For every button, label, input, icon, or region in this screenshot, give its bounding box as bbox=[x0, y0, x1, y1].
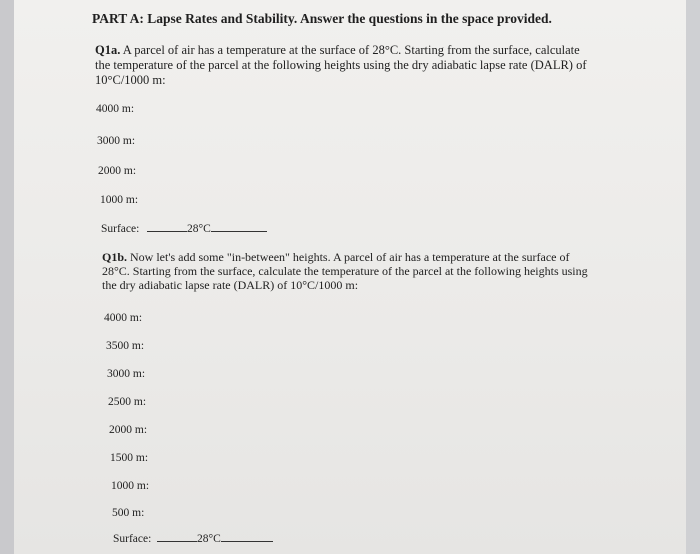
question-1b-text: Now let's add some "in-between" heights. A parcel of air has a temperature at the surface of 28°C. Starting from the surface, calculate the temperature of the parcel at the following heights using the dry adiabatic lapse rate (DALR) of 10°C/1000 m: bbox=[102, 250, 588, 292]
question-1a bbox=[95, 43, 595, 88]
q1b-surface-answer bbox=[157, 533, 273, 545]
answer-line bbox=[157, 541, 197, 542]
q1a-surface-value: 28°C bbox=[187, 223, 211, 235]
question-1b bbox=[102, 250, 592, 292]
q1b-surface-label: Surface: bbox=[113, 533, 152, 545]
question-1b-label: Q1b. bbox=[102, 250, 128, 264]
answer-line bbox=[147, 231, 187, 232]
page-edge-left bbox=[0, 0, 14, 554]
q1b-height-3500: 3500 m: bbox=[106, 340, 145, 352]
q1a-height-3000: 3000 m: bbox=[97, 135, 136, 147]
q1b-height-1500: 1500 m: bbox=[110, 452, 149, 464]
answer-line bbox=[211, 231, 267, 232]
q1a-height-1000: 1000 m: bbox=[100, 194, 139, 206]
q1b-height-4000: 4000 m: bbox=[104, 312, 143, 324]
page-edge-right bbox=[686, 0, 700, 554]
answer-line bbox=[221, 541, 273, 542]
q1a-height-4000: 4000 m: bbox=[96, 103, 135, 115]
q1b-height-3000: 3000 m: bbox=[107, 368, 146, 380]
q1a-surface-label: Surface: bbox=[101, 223, 140, 235]
q1b-height-500: 500 m: bbox=[112, 507, 145, 519]
q1b-height-2000: 2000 m: bbox=[109, 424, 148, 436]
q1b-height-1000: 1000 m: bbox=[111, 480, 150, 492]
question-1a-label: Q1a. bbox=[95, 43, 121, 57]
q1a-surface-answer bbox=[147, 223, 267, 235]
q1b-height-2500: 2500 m: bbox=[108, 396, 147, 408]
question-1a-text: A parcel of air has a temperature at the surface of 28°C. Starting from the surface, calculate the temperature of the parcel at the following heights using the dry adiabatic lapse rate (DALR) of 10°C/1000 m: bbox=[95, 43, 587, 87]
page-title: PART A: Lapse Rates and Stability. Answer the questions in the space provided. bbox=[92, 11, 552, 26]
q1b-surface-value: 28°C bbox=[197, 533, 221, 545]
q1a-height-2000: 2000 m: bbox=[98, 165, 137, 177]
